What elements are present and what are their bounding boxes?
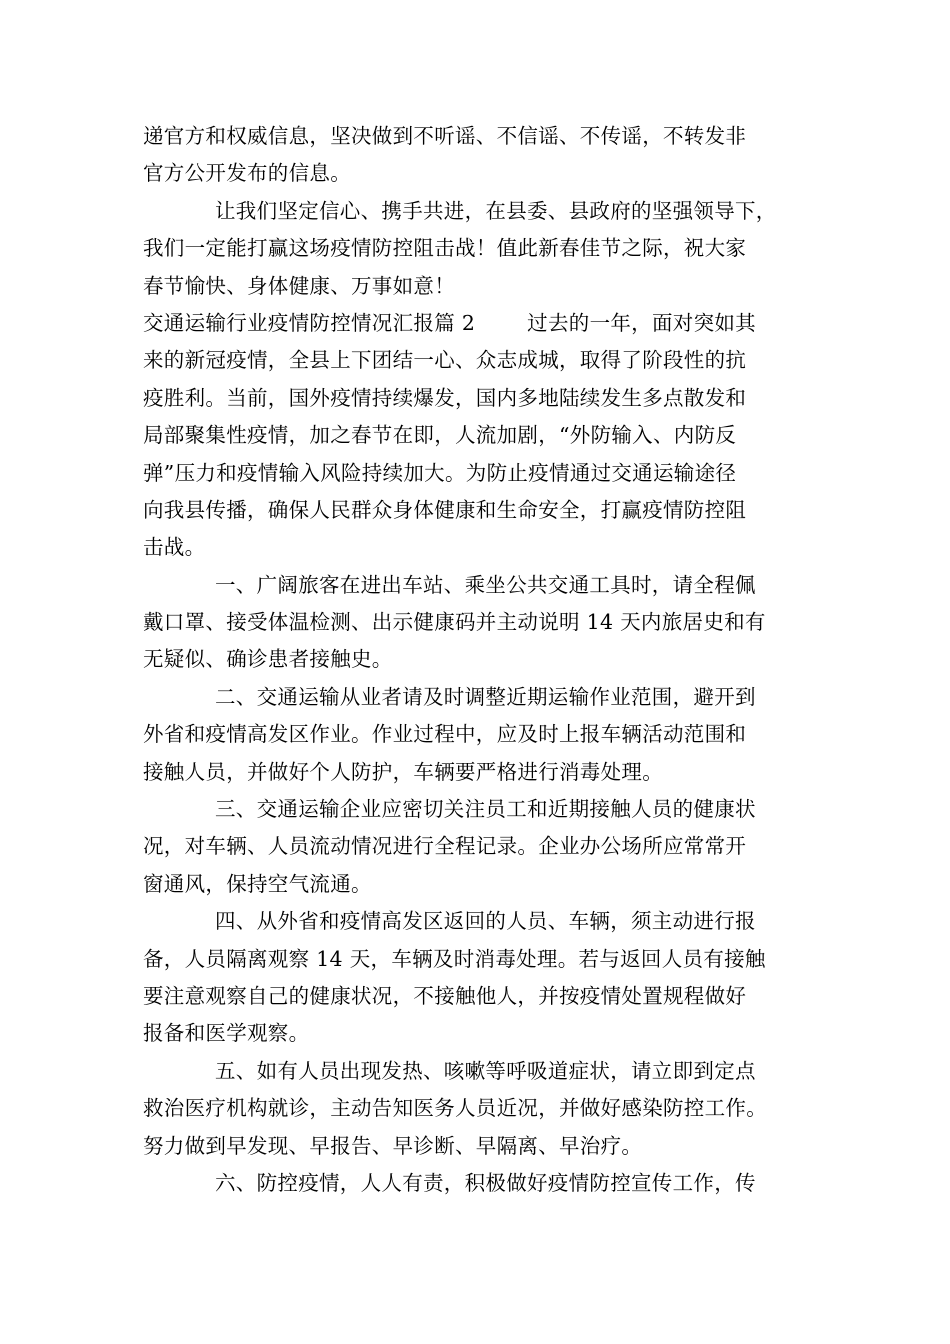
text-line: 努力做到早发现、早报告、早诊断、早隔离、早治疗。 [143,1133,643,1158]
text-line: 弹”压力和疫情输入风险持续加大。为防止疫情通过交通运输途径 [143,460,737,485]
paragraph-line: 四、从外省和疫情高发区返回的人员、车辆，须主动进行报 [215,909,756,934]
text-line: 报备和医学观察。 [143,1021,310,1046]
text-line: 春节愉快、身体健康、万事如意！ [143,273,455,298]
text-line: 窗通风，保持空气流通。 [143,871,372,896]
paragraph-line: 三、交通运输企业应密切关注员工和近期接触人员的健康状 [215,797,756,822]
text-line: 我们一定能打赢这场疫情防控阻击战！值此新春佳节之际，祝大家 [143,236,747,261]
section-heading: 交通运输行业疫情防控情况汇报篇 2 [143,310,476,335]
text-line: 救治医疗机构就诊，主动告知医务人员近况，并做好感染防控工作。 [143,1096,767,1121]
text-line: 疫胜利。当前，国外疫情持续爆发，国内多地陆续发生多点散发和 [143,385,747,410]
text-line: 接触人员，并做好个人防护，车辆要严格进行消毒处理。 [143,759,663,784]
paragraph-line: 二、交通运输从业者请及时调整近期运输作业范围，避开到 [215,684,756,709]
text-line: 击战。 [143,535,206,560]
text-line: 要注意观察自己的健康状况，不接触他人，并按疫情处置规程做好 [143,983,747,1008]
text-line: 况，对车辆、人员流动情况进行全程记录。企业办公场所应常常开 [143,834,747,859]
heading-continuation-text: 过去的一年，面对突如其 [527,310,756,335]
paragraph-line: 一、广阔旅客在进出车站、乘坐公共交通工具时，请全程佩 [215,572,756,597]
text-line: 戴口罩、接受体温检测、出示健康码并主动说明 14 天内旅居史和有 [143,610,766,635]
text-line: 备，人员隔离观察 14 天，车辆及时消毒处理。若与返回人员有接触 [143,946,766,971]
text-line: 向我县传播，确保人民群众身体健康和生命安全，打赢疫情防控阻 [143,497,747,522]
text-line: 局部聚集性疫情，加之春节在即，人流加剧，“外防输入、内防反 [143,423,737,448]
text-line: 官方公开发布的信息。 [143,161,351,186]
paragraph-line: 六、防控疫情，人人有责，积极做好疫情防控宣传工作，传 [215,1170,756,1195]
text-line: 递官方和权威信息，坚决做到不听谣、不信谣、不传谣，不转发非 [143,124,747,148]
text-line: 外省和疫情高发区作业。作业过程中，应及时上报车辆活动范围和 [143,722,747,747]
text-line: 来的新冠疫情，全县上下团结一心、众志成城，取得了阶段性的抗 [143,348,747,373]
paragraph-line: 让我们坚定信心、携手共进，在县委、县政府的坚强领导下， [215,198,777,223]
section-heading-line [143,305,843,342]
paragraph-line: 五、如有人员出现发热、咳嗽等呼吸道症状，请立即到定点 [215,1058,756,1083]
text-line: 无疑似、确诊患者接触史。 [143,647,393,672]
document-body [143,118,843,1202]
